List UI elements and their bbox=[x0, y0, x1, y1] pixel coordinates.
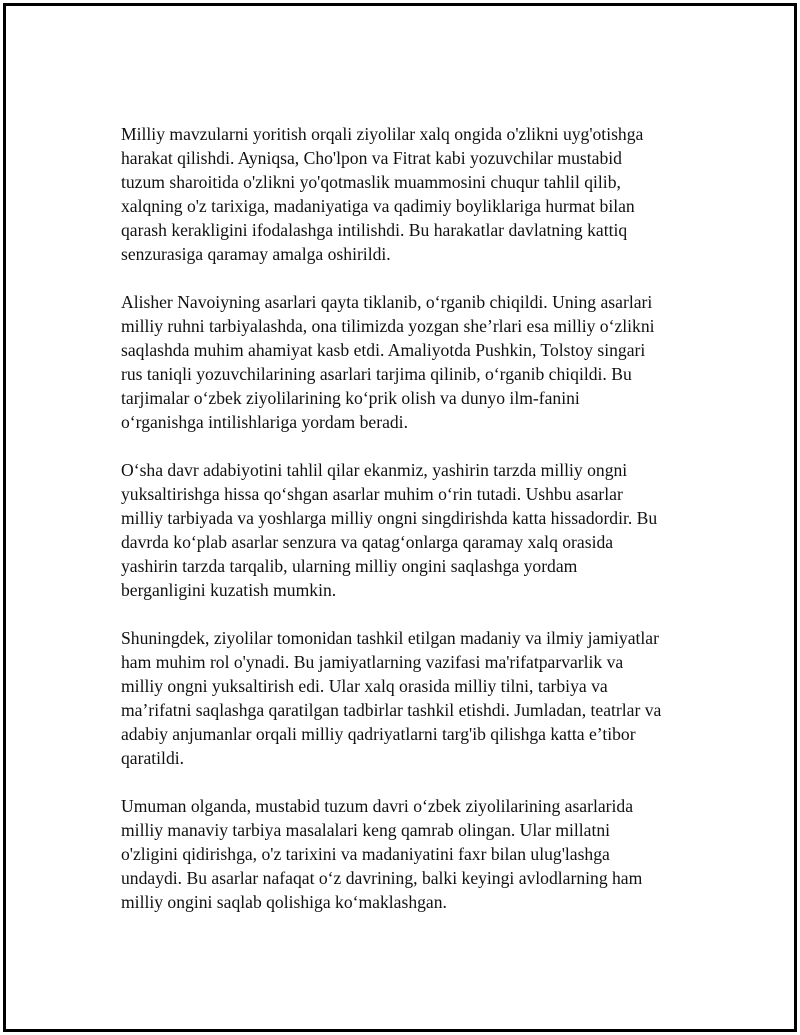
paragraph-5: Umuman olganda, mustabid tuzum davri o‘zbek ziyolilarining asarlarida milliy manaviy tarbiya masalalari keng qamrab olingan. Ular millatni o'zligini qidirishga, o'z tarixini va madaniyatini faxr bilan ulug'lashga undaydi. Bu asarlar nafaqat o‘z davrining, balki keyingi avlodlarning ham milliy ongini saqlab qolishiga ko‘maklashgan. bbox=[121, 796, 643, 912]
paragraph-3: O‘sha davr adabiyotini tahlil qilar ekanmiz, yashirin tarzda milliy ongni yuksaltirishga hissa qo‘shgan asarlar muhim o‘rin tutadi. Ushbu asarlar milliy tarbiyada va yoshlarga milliy ongni singdirishda katta hissadordir. Bu davrda ko‘plab asarlar senzura va qatag‘onlarga qaramay xalq orasida yashirin tarzda tarqalib, ularning milliy ongini saqlashga yordam berganligini kuzatish mumkin. bbox=[121, 460, 658, 600]
paragraph-4: Shuningdek, ziyolilar tomonidan tashkil etilgan madaniy va ilmiy jamiyatlar ham muhim rol o'ynadi. Bu jamiyatlarning vazifasi ma'rifatparvarlik va milliy ongni yuksaltirish edi. Ular xalq orasida milliy tilni, tarbiya va ma’rifatni saqlashga qaratilgan tadbirlar tashkil etishdi. Jumladan, teatrlar va adabiy anjumanlar orqali milliy qadriyatlarni targ'ib qilishga katta e’tibor qaratildi. bbox=[121, 628, 662, 768]
paragraph-2: Alisher Navoiyning asarlari qayta tiklanib, o‘rganib chiqildi. Uning asarlari milliy ruhni tarbiyalashda, ona tilimizda yozgan she’rlari esa milliy o‘zlikni saqlashda muhim ahamiyat kasb etdi. Amaliyotda Pushkin, Tolstoy singari rus taniqli yozuvchilarining asarlari tarjima qilinib, o‘rganib chiqildi. Bu tarjimalar o‘zbek ziyolilarining ko‘prik olish va dunyo ilm-fanini o‘rganishga intilishlariga yordam beradi. bbox=[121, 292, 655, 432]
paragraph-1: Milliy mavzularni yoritish orqali ziyolilar xalq ongida o'zlikni uyg'otishga harakat qilishdi. Ayniqsa, Cho'lpon va Fitrat kabi yozuvchilar mustabid tuzum sharoitida o'zlikni yo'qotmaslik muammosini chuqur tahlil qilib, xalqning o'z tarixiga, madaniyatiga va qadimiy boyliklariga hurmat bilan qarash kerakligini ifodalashga intilishdi. Bu harakatlar davlatning kattiq senzurasiga qaramay amalga oshirildi. bbox=[121, 124, 644, 264]
document-body bbox=[121, 122, 681, 938]
page-frame bbox=[3, 3, 797, 1032]
